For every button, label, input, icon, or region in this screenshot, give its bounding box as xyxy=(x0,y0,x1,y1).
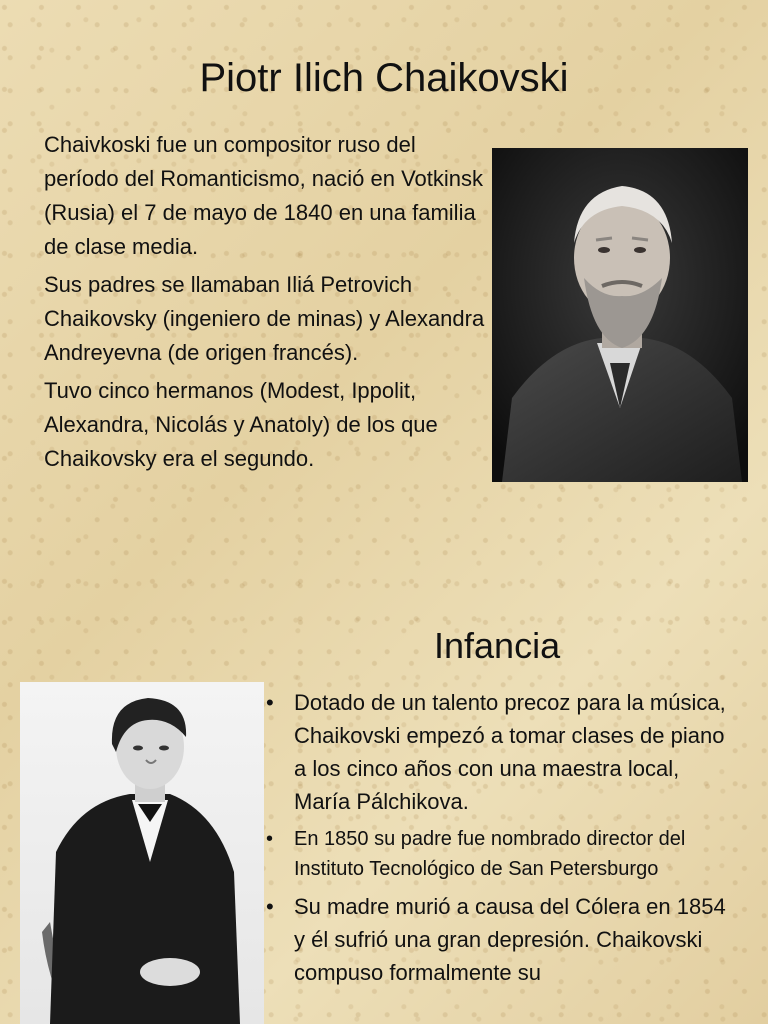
section-title: Infancia xyxy=(434,625,561,666)
list-item xyxy=(262,890,732,989)
paragraph-siblings: Tuvo cinco hermanos (Modest, Ippolit, Alexandra, Nicolás y Anatoly) de los que Chaikovsky era el segundo. xyxy=(44,378,438,471)
portrait-older-image xyxy=(492,148,748,482)
paragraph-birth: Chaivkoski fue un compositor ruso del período del Romanticismo, nació en Votkinsk (Rusia) el 7 de mayo de 1840 en una familia de clase media. xyxy=(44,132,484,259)
bullet-text: Su madre murió a causa del Cólera en 1854 y él sufrió una gran depresión. Chaikovski compuso formalmente su xyxy=(294,894,726,985)
portrait-photo-older xyxy=(492,148,748,482)
bullet-text: En 1850 su padre fue nombrado director del Instituto Tecnológico de San Petersburgo xyxy=(294,828,686,880)
list-item xyxy=(262,824,732,884)
bullet-icon: • xyxy=(266,690,274,715)
slide-title: Piotr Ilich Chaikovski xyxy=(199,56,569,100)
bullet-icon: • xyxy=(266,828,274,850)
slide-infancia xyxy=(0,560,768,1024)
intro-text-block xyxy=(44,128,494,480)
bullet-text: Dotado de un talento precoz para la música, Chaikovski empezó a tomar clases de piano a los cinco años con una maestra local, María Pálchikova. xyxy=(294,690,726,814)
paragraph-parents: Sus padres se llamaban Iliá Petrovich Chaikovsky (ingeniero de minas) y Alexandra Andreyevna (de origen francés). xyxy=(44,272,485,365)
infancia-bullet-list xyxy=(262,686,732,995)
portrait-young-image xyxy=(20,682,264,1024)
portrait-photo-young xyxy=(20,682,264,1024)
bullet-icon: • xyxy=(266,894,274,919)
list-item xyxy=(262,686,732,818)
